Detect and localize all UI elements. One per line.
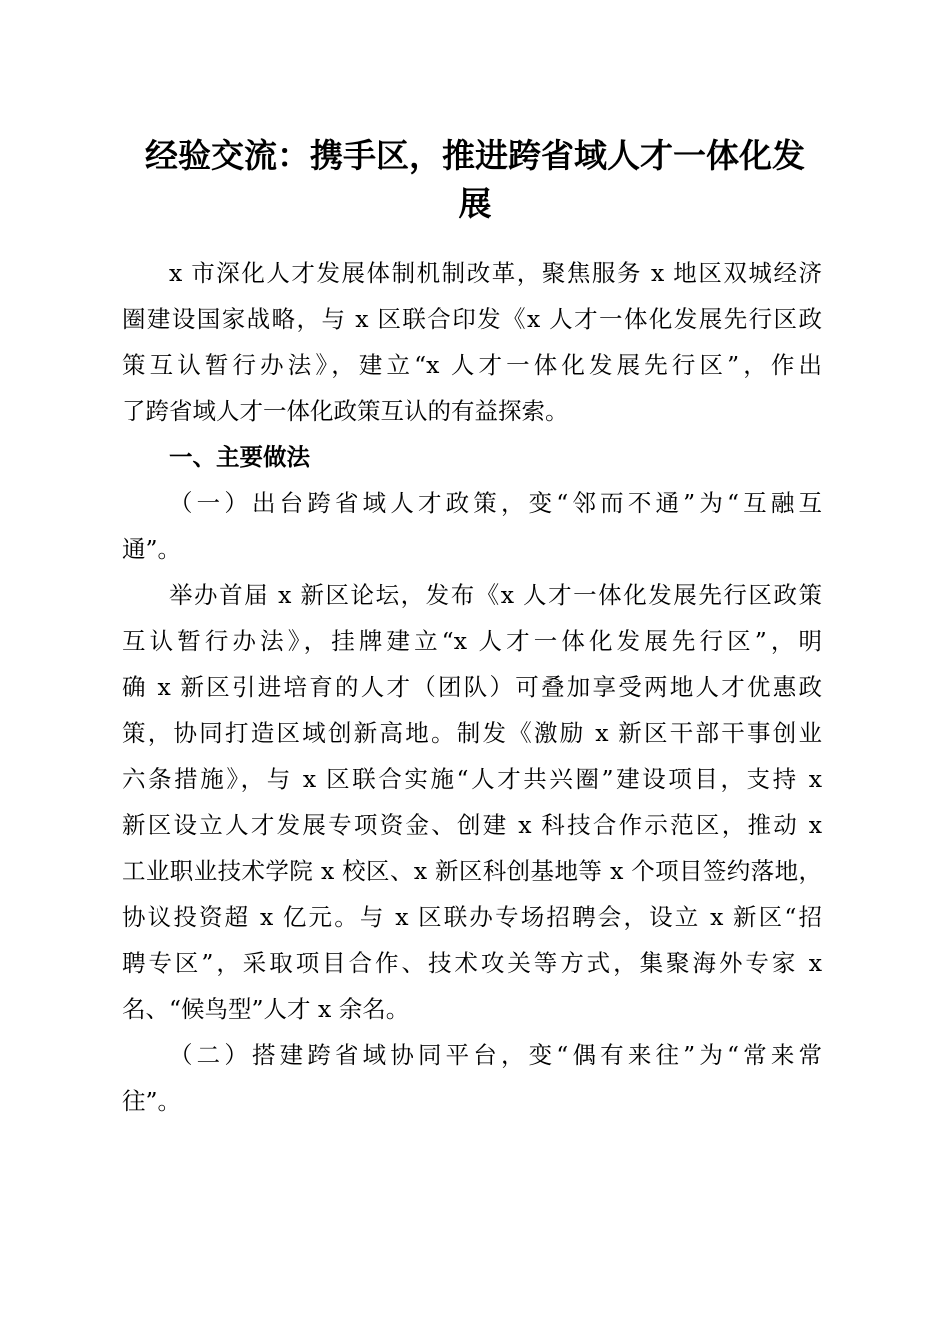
title-line: 经验交流：携手区，推进跨省域人才一体化发 bbox=[145, 136, 805, 175]
subheading-line: （二）搭建跨省域协同平台，变“偶有来往”为“常来常 bbox=[169, 1041, 822, 1069]
paragraph-line: 策，协同打造区域创新高地。制发《激励 x 新区干部干事创业 bbox=[122, 719, 822, 747]
subheading-line: （一）出台跨省域人才政策，变“邻而不通”为“互融互 bbox=[169, 489, 822, 517]
paragraph-line: 圈建设国家战略，与 x 区联合印发《x 人才一体化发展先行区政 bbox=[122, 305, 822, 333]
paragraph-line: 工业职业技术学院 x 校区、x 新区科创基地等 x 个项目签约落地， bbox=[122, 857, 822, 885]
paragraph-line: 六条措施》，与 x 区联合实施“人才共兴圈”建设项目，支持 x bbox=[122, 765, 822, 793]
subheading-line: 往”。 bbox=[122, 1087, 182, 1115]
paragraph-line: 协议投资超 x 亿元。与 x 区联办专场招聘会，设立 x 新区“招 bbox=[122, 903, 822, 931]
paragraph-line: 确 x 新区引进培育的人才（团队）可叠加享受两地人才优惠政 bbox=[122, 673, 822, 701]
paragraph-line: 举办首届 x 新区论坛，发布《x 人才一体化发展先行区政策 bbox=[169, 581, 822, 609]
section-heading: 一、主要做法 bbox=[169, 443, 310, 471]
document-body bbox=[122, 250, 822, 1124]
paragraph-line: x 市深化人才发展体制机制改革，聚焦服务 x 地区双城经济 bbox=[169, 259, 822, 287]
paragraph-line: 了跨省域人才一体化政策互认的有益探索。 bbox=[122, 397, 569, 425]
title-line: 展 bbox=[458, 184, 492, 223]
paragraph-line: 名、“候鸟型”人才 x 余名。 bbox=[122, 995, 410, 1023]
document-title bbox=[110, 132, 840, 228]
paragraph-line: 策互认暂行办法》，建立“x 人才一体化发展先行区”，作出 bbox=[122, 351, 822, 379]
paragraph-line: 互认暂行办法》，挂牌建立“x 人才一体化发展先行区”，明 bbox=[122, 627, 822, 655]
paragraph-line: 聘专区”，采取项目合作、技术攻关等方式，集聚海外专家 x bbox=[122, 949, 822, 977]
paragraph-line: 新区设立人才发展专项资金、创建 x 科技合作示范区，推动 x bbox=[122, 811, 822, 839]
subheading-line: 通”。 bbox=[122, 535, 182, 563]
